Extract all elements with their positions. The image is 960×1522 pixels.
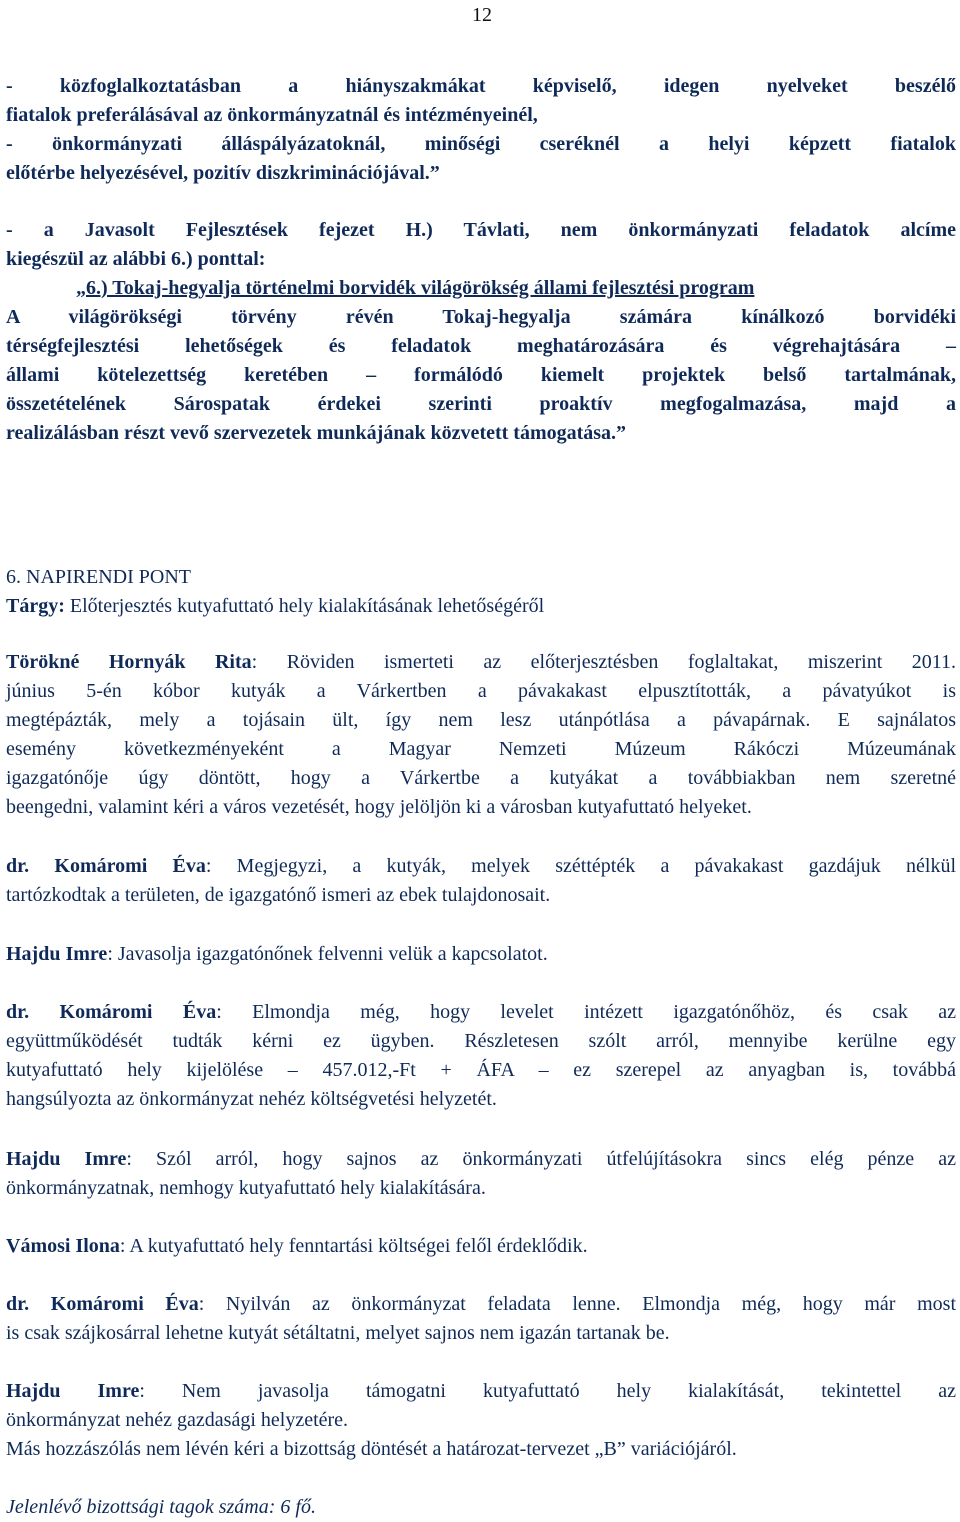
paragraph-line: hangsúlyozta az önkormányzat nehéz költségvetési helyzetét. [6, 1088, 497, 1110]
speaker-name: dr. Komáromi Éva [6, 1293, 199, 1315]
paragraph-line [6, 852, 956, 881]
speaker-name: Vámosi Ilona [6, 1235, 120, 1257]
paragraph-vamosi [6, 1232, 956, 1261]
paragraph-line: beengedni, valamint kéri a város vezetését, hogy jelöljön ki a városban kutyafuttató helyeket. [6, 796, 752, 818]
paragraph-line: kutyafuttató hely kijelölése – 457.012,-Ft + ÁFA – ez szerepel az anyagban is, továbbá [6, 1059, 956, 1081]
amendment-body-line: A világörökségi törvény révén Tokaj-hegyalja számára kínálkozó borvidéki [6, 306, 956, 328]
speaker-name: Hajdu Imre [6, 1380, 140, 1402]
agenda-subject [6, 592, 956, 621]
agenda-title-text: NAPIRENDI PONT [26, 566, 191, 588]
paragraph-line: június 5-én kóbor kutyák a Várkertben a pávakakast elpusztították, a pávatyúkot is [6, 680, 956, 702]
quote-open: „ [76, 277, 86, 299]
speaker-name: dr. Komáromi Éva [6, 1001, 217, 1023]
paragraph-line: önkormányzat nehéz gazdasági helyzetére. [6, 1409, 349, 1431]
amendment-body-line: térségfejlesztési lehetőségek és feladatok meghatározására és végrehajtására – [6, 335, 956, 357]
paragraph-text: : A kutyafuttató hely fenntartási költségei felől érdeklődik. [119, 1235, 588, 1257]
subject-label: Tárgy: [6, 595, 65, 617]
paragraph-text: : Javasolja igazgatónőnek felvenni velük a kapcsolatot. [107, 943, 548, 965]
paragraph-text: : Nem javasolja támogatni kutyafuttató hely kialakítását, tekintettel az [139, 1380, 956, 1402]
paragraph-text: : Megjegyzi, a kutyák, melyek széttépték a pávakakast gazdájuk nélkül [205, 855, 957, 877]
paragraph-line: esemény következményeként a Magyar Nemzeti Múzeum Rákóczi Múzeumának [6, 738, 956, 760]
paragraph-komaromi-3 [6, 1290, 956, 1348]
intro-line: - közfoglalkoztatásban a hiányszakmákat képviselő, idegen nyelveket beszélő [6, 75, 956, 97]
amendment-heading [76, 274, 956, 303]
paragraph-line [6, 1290, 956, 1319]
amendment-body-line: állami kötelezettség keretében – formálódó kiemelt projektek belső tartalmának, [6, 364, 956, 386]
speaker-name: Törökné Hornyák Rita [6, 651, 252, 673]
paragraph-line [6, 998, 956, 1027]
paragraph-text: : Nyilván az önkormányzat feladata lenne. Elmondja még, hogy már most [198, 1293, 957, 1315]
amendment-line: - a Javasolt Fejlesztések fejezet H.) Távlati, nem önkormányzati feladatok alcíme [6, 219, 956, 241]
paragraph-line [6, 1232, 956, 1261]
paragraph-komaromi-1 [6, 852, 956, 910]
program-heading: 6.) Tokaj-hegyalja történelmi borvidék világörökség állami fejlesztési program [86, 277, 755, 299]
page-number: 12 [472, 4, 492, 26]
paragraph-line: önkormányzatnak, nemhogy kutyafuttató hely kialakítására. [6, 1177, 486, 1199]
paragraph-hajdu-2 [6, 1145, 956, 1203]
paragraph-line [6, 1377, 956, 1406]
intro-line: fiatalok preferálásával az önkormányzatnál és intézményeinél, [6, 104, 538, 126]
paragraph-hajdu-3 [6, 1377, 956, 1464]
agenda-block [6, 563, 956, 621]
paragraph-line [6, 940, 956, 969]
agenda-number: 6. [6, 566, 21, 588]
speaker-name: dr. Komáromi Éva [6, 855, 206, 877]
amendment-body-line: összetételének Sárospatak érdekei szerinti proaktív megfogalmazása, majd a [6, 393, 956, 415]
paragraph-line [6, 648, 956, 677]
speaker-name: Hajdu Imre [6, 1148, 127, 1170]
speaker-name: Hajdu Imre [6, 943, 108, 965]
paragraph-text: : Elmondja még, hogy levelet intézett igazgatónőhöz, és csak az [216, 1001, 957, 1023]
paragraph-line: igazgatónője úgy döntött, hogy a Várkertbe a kutyákat a továbbiakban nem szeretné [6, 767, 956, 789]
amendment-line: kiegészül az alábbi 6.) ponttal: [6, 248, 266, 270]
amendment-body-line: realizálásban részt vevő szervezetek munkájának közvetett támogatása.” [6, 422, 627, 444]
paragraph-line: megtépázták, mely a tojásain ült, így nem lesz utánpótlása a pávapárnak. E sajnálatos [6, 709, 956, 731]
attendance-block [6, 1493, 956, 1522]
paragraph-torokne [6, 648, 956, 822]
intro-line: előtérbe helyezésével, pozitív diszkriminációjával.” [6, 162, 440, 184]
paragraph-line: együttműködését tudták kérni ez ügyben. Részletesen szólt arról, mennyibe kerülne egy [6, 1030, 956, 1052]
attendance-line: Jelenlévő bizottsági tagok száma: 6 fő. [6, 1496, 316, 1518]
paragraph-line: is csak szájkosárral lehetne kutyát sétáltatni, melyet sajnos nem igazán tartanak be. [6, 1322, 670, 1344]
subject-text: Előterjesztés kutyafuttató hely kialakításának lehetőségéről [69, 595, 545, 617]
paragraph-komaromi-2 [6, 998, 956, 1114]
intro-block [6, 72, 956, 188]
paragraph-line: tartózkodtak a területen, de igazgatónő ismeri az ebek tulajdonosait. [6, 884, 551, 906]
agenda-title [6, 563, 956, 592]
paragraph-text: : Szól arról, hogy sajnos az önkormányzati útfelújításokra sincs elég pénze az [126, 1148, 956, 1170]
paragraph-hajdu-1 [6, 940, 956, 969]
intro-line: - önkormányzati álláspályázatoknál, minőségi cseréknél a helyi képzett fiatalok [6, 133, 956, 155]
closing-line: Más hozzászólás nem lévén kéri a bizottság döntését a határozat-tervezet „B” variációjáról. [6, 1438, 737, 1460]
paragraph-line [6, 1145, 956, 1174]
amendment-block [6, 216, 956, 448]
paragraph-text: : Röviden ismerteti az előterjesztésben foglaltakat, miszerint 2011. [251, 651, 957, 673]
